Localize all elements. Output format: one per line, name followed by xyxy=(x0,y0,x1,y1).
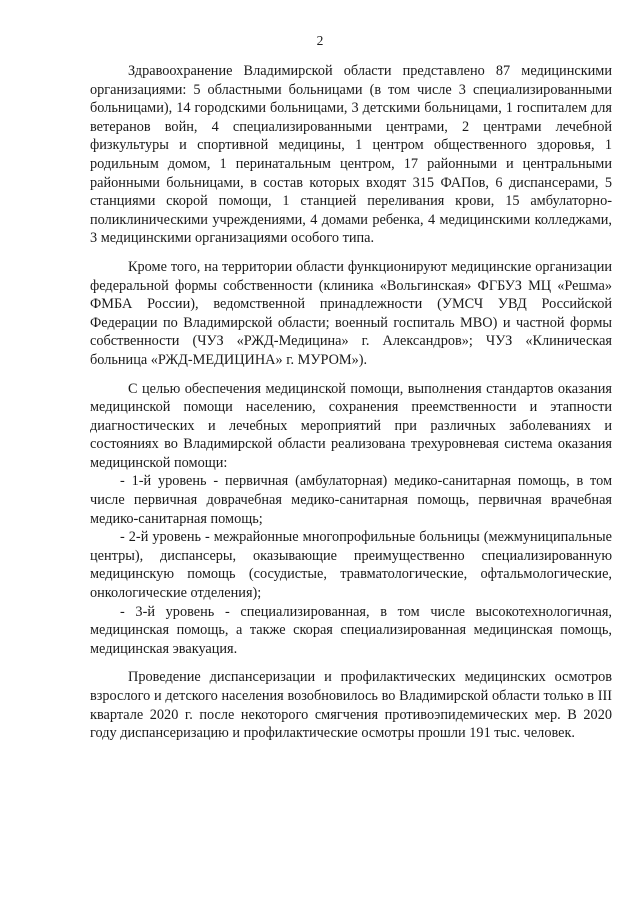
list-item-level-2: - 2-й уровень - межрайонные многопрофильные больницы (межмуниципальные центры), диспансеры, оказывающие преимущественно специализированную медицинскую помощь (сосудистые, травматологические, офтальмологические, онкологические отделения); xyxy=(90,529,612,602)
document-body xyxy=(90,62,612,743)
paragraph-healthcare-structure: Здравоохранение Владимирской области представлено 87 медицинскими организациями: 5 областными больницами (в том числе 3 специализированными больницами), 14 городскими больницами, 3 детскими больницами, 1 госпиталем для ветеранов войн, 4 специализированными центрами, 2 центрами лечебной физкультуры и спортивной медицины, 1 центром общественного здоровья, 1 родильным домом, 1 перинатальным центром, 17 районными и центральными районными больницами, в состав которых входят 315 ФАПов, 6 диспансерами, 5 станциями скорой помощи, 1 станцией переливания крови, 15 амбулаторно-поликлиническими учреждениями, 4 домами ребенка, 4 медицинскими колледжами, 3 медицинскими организациями особого типа. xyxy=(90,63,612,247)
page-number: 2 xyxy=(316,33,324,48)
paragraph-federal-organizations: Кроме того, на территории области функционируют медицинские организации федеральной формы собственности (клиника «Вольгинская» ФГБУЗ МЦ «Решма» ФМБА России), ведомственной принадлежности (УМСЧ УВД Российской Федерации по Владимирской области; военный госпиталь МВО) и частной формы собственности (ЧУЗ «РЖД-Медицина» г. Александров»; ЧУЗ «Клиническая больница «РЖД-МЕДИЦИНА» г. МУРОМ»). xyxy=(90,258,612,368)
paragraph-three-level-system: С целью обеспечения медицинской помощи, выполнения стандартов оказания медицинской помощи населению, сохранения преемственности и этапности диагностических и лечебных мероприятий при различных заболеваниях и состояниях во Владимирской области реализована трехуровневая система оказания медицинской помощи: xyxy=(90,380,612,471)
list-item-level-1: - 1-й уровень - первичная (амбулаторная) медико-санитарная помощь, в том числе первичная доврачебная медико-санитарная помощь, первичная врачебная медико-санитарная помощь; xyxy=(90,473,612,527)
paragraph-dispensarization: Проведение диспансеризации и профилактических медицинских осмотров взрослого и детского населения возобновилось во Владимирской области только в III квартале 2020 г. после некоторого смягчения противоэпидемических мер. В 2020 году диспансеризацию и профилактические осмотры прошли 191 тыс. человек. xyxy=(90,669,612,742)
list-item-level-3: - 3-й уровень - специализированная, в том числе высокотехнологичная, медицинская помощь, а также скорая специализированная медицинская помощь, медицинская эвакуация. xyxy=(90,603,612,657)
